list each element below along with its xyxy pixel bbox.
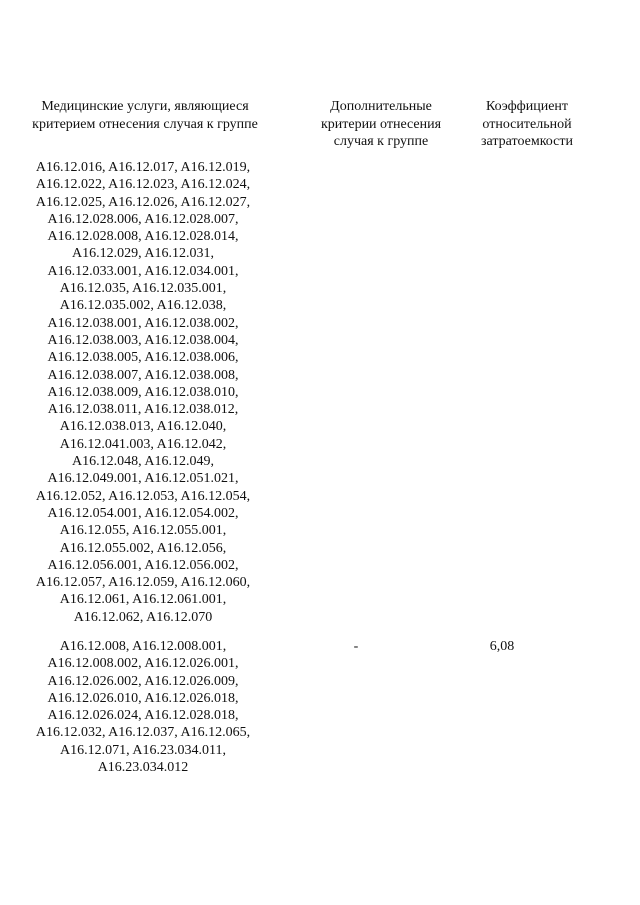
service-codes-line: A16.12.029, A16.12.031, [72,246,214,262]
service-codes-line: A16.12.038.009, A16.12.038.010, [47,384,239,400]
service-codes-line: A16.12.038.001, A16.12.038.002, [47,315,239,331]
service-codes-line: A16.12.035, A16.12.035.001, [59,281,227,297]
header-services-line: Медицинские услуги, являющиеся [41,99,249,114]
service-codes-line: A16.12.032, A16.12.037, A16.12.065, [35,725,251,741]
service-codes-line: A16.12.038.011, A16.12.038.012, [47,402,239,418]
service-codes-line: A16.12.062, A16.12.070 [73,609,213,625]
service-codes-line: A16.12.028.008, A16.12.028.014, [47,229,239,245]
service-codes-line: A16.12.035.002, A16.12.038, [59,298,227,314]
header-services-line: критерием отнесения случая к группе [32,116,258,132]
additional-criteria-cell: - [353,639,359,654]
service-codes-line: A16.12.022, A16.12.023, A16.12.024, [35,177,251,193]
service-codes-line: A16.12.061, A16.12.061.001, [59,592,227,608]
header-criteria-line: критерии отнесения [320,116,442,132]
header-coef-line: затратоемкости [481,134,573,149]
service-codes-line: A16.12.055.002, A16.12.056, [59,540,227,556]
header-cost-coefficient [462,98,592,151]
service-codes-line: A16.12.033.001, A16.12.034.001, [47,263,239,279]
service-codes-line: A16.12.057, A16.12.059, A16.12.060, [35,575,251,591]
header-services [10,98,280,133]
service-codes-line: A16.12.038.013, A16.12.040, [59,419,227,435]
header-criteria-line: Дополнительные [330,99,432,114]
service-codes-line: A16.12.026.010, A16.12.026.018, [47,690,239,706]
service-codes-line: A16.12.049.001, A16.12.051.021, [47,471,239,487]
header-coef-line: Коэффициент [485,99,569,114]
service-codes-cell [8,159,278,626]
header-criteria-line: случая к группе [333,134,429,149]
cost-coefficient-cell: 6,08 [489,639,515,654]
service-codes-line: A16.12.038.005, A16.12.038.006, [47,350,239,366]
service-codes-line: A16.12.026.024, A16.12.028.018, [47,708,239,724]
service-codes-line: A16.12.052, A16.12.053, A16.12.054, [35,488,251,504]
service-codes-line: A16.12.041.003, A16.12.042, [59,436,227,452]
service-codes-line: A16.12.026.002, A16.12.026.009, [47,673,239,689]
header-additional-criteria [306,98,456,151]
header-coef-line: относительной [482,116,572,132]
service-codes-line: A16.12.025, A16.12.026, A16.12.027, [35,194,251,210]
service-codes-line: A16.12.038.007, A16.12.038.008, [47,367,239,383]
service-codes-line: A16.12.028.006, A16.12.028.007, [47,211,239,227]
service-codes-line: A16.12.016, A16.12.017, A16.12.019, [35,160,251,175]
service-codes-line: A16.12.055, A16.12.055.001, [59,523,227,539]
service-codes-line: A16.12.008.002, A16.12.026.001, [47,656,239,672]
service-codes-line: A16.12.008, A16.12.008.001, [59,639,227,654]
service-codes-cell [8,638,278,776]
service-codes-line: A16.12.071, A16.23.034.011, [60,742,226,758]
service-codes-line: A16.12.056.001, A16.12.056.002, [47,557,239,573]
service-codes-line: A16.12.048, A16.12.049, [72,454,214,470]
service-codes-line: A16.12.054.001, A16.12.054.002, [47,505,239,521]
service-codes-line: A16.12.038.003, A16.12.038.004, [47,332,239,348]
service-codes-line: A16.23.034.012 [97,760,189,776]
